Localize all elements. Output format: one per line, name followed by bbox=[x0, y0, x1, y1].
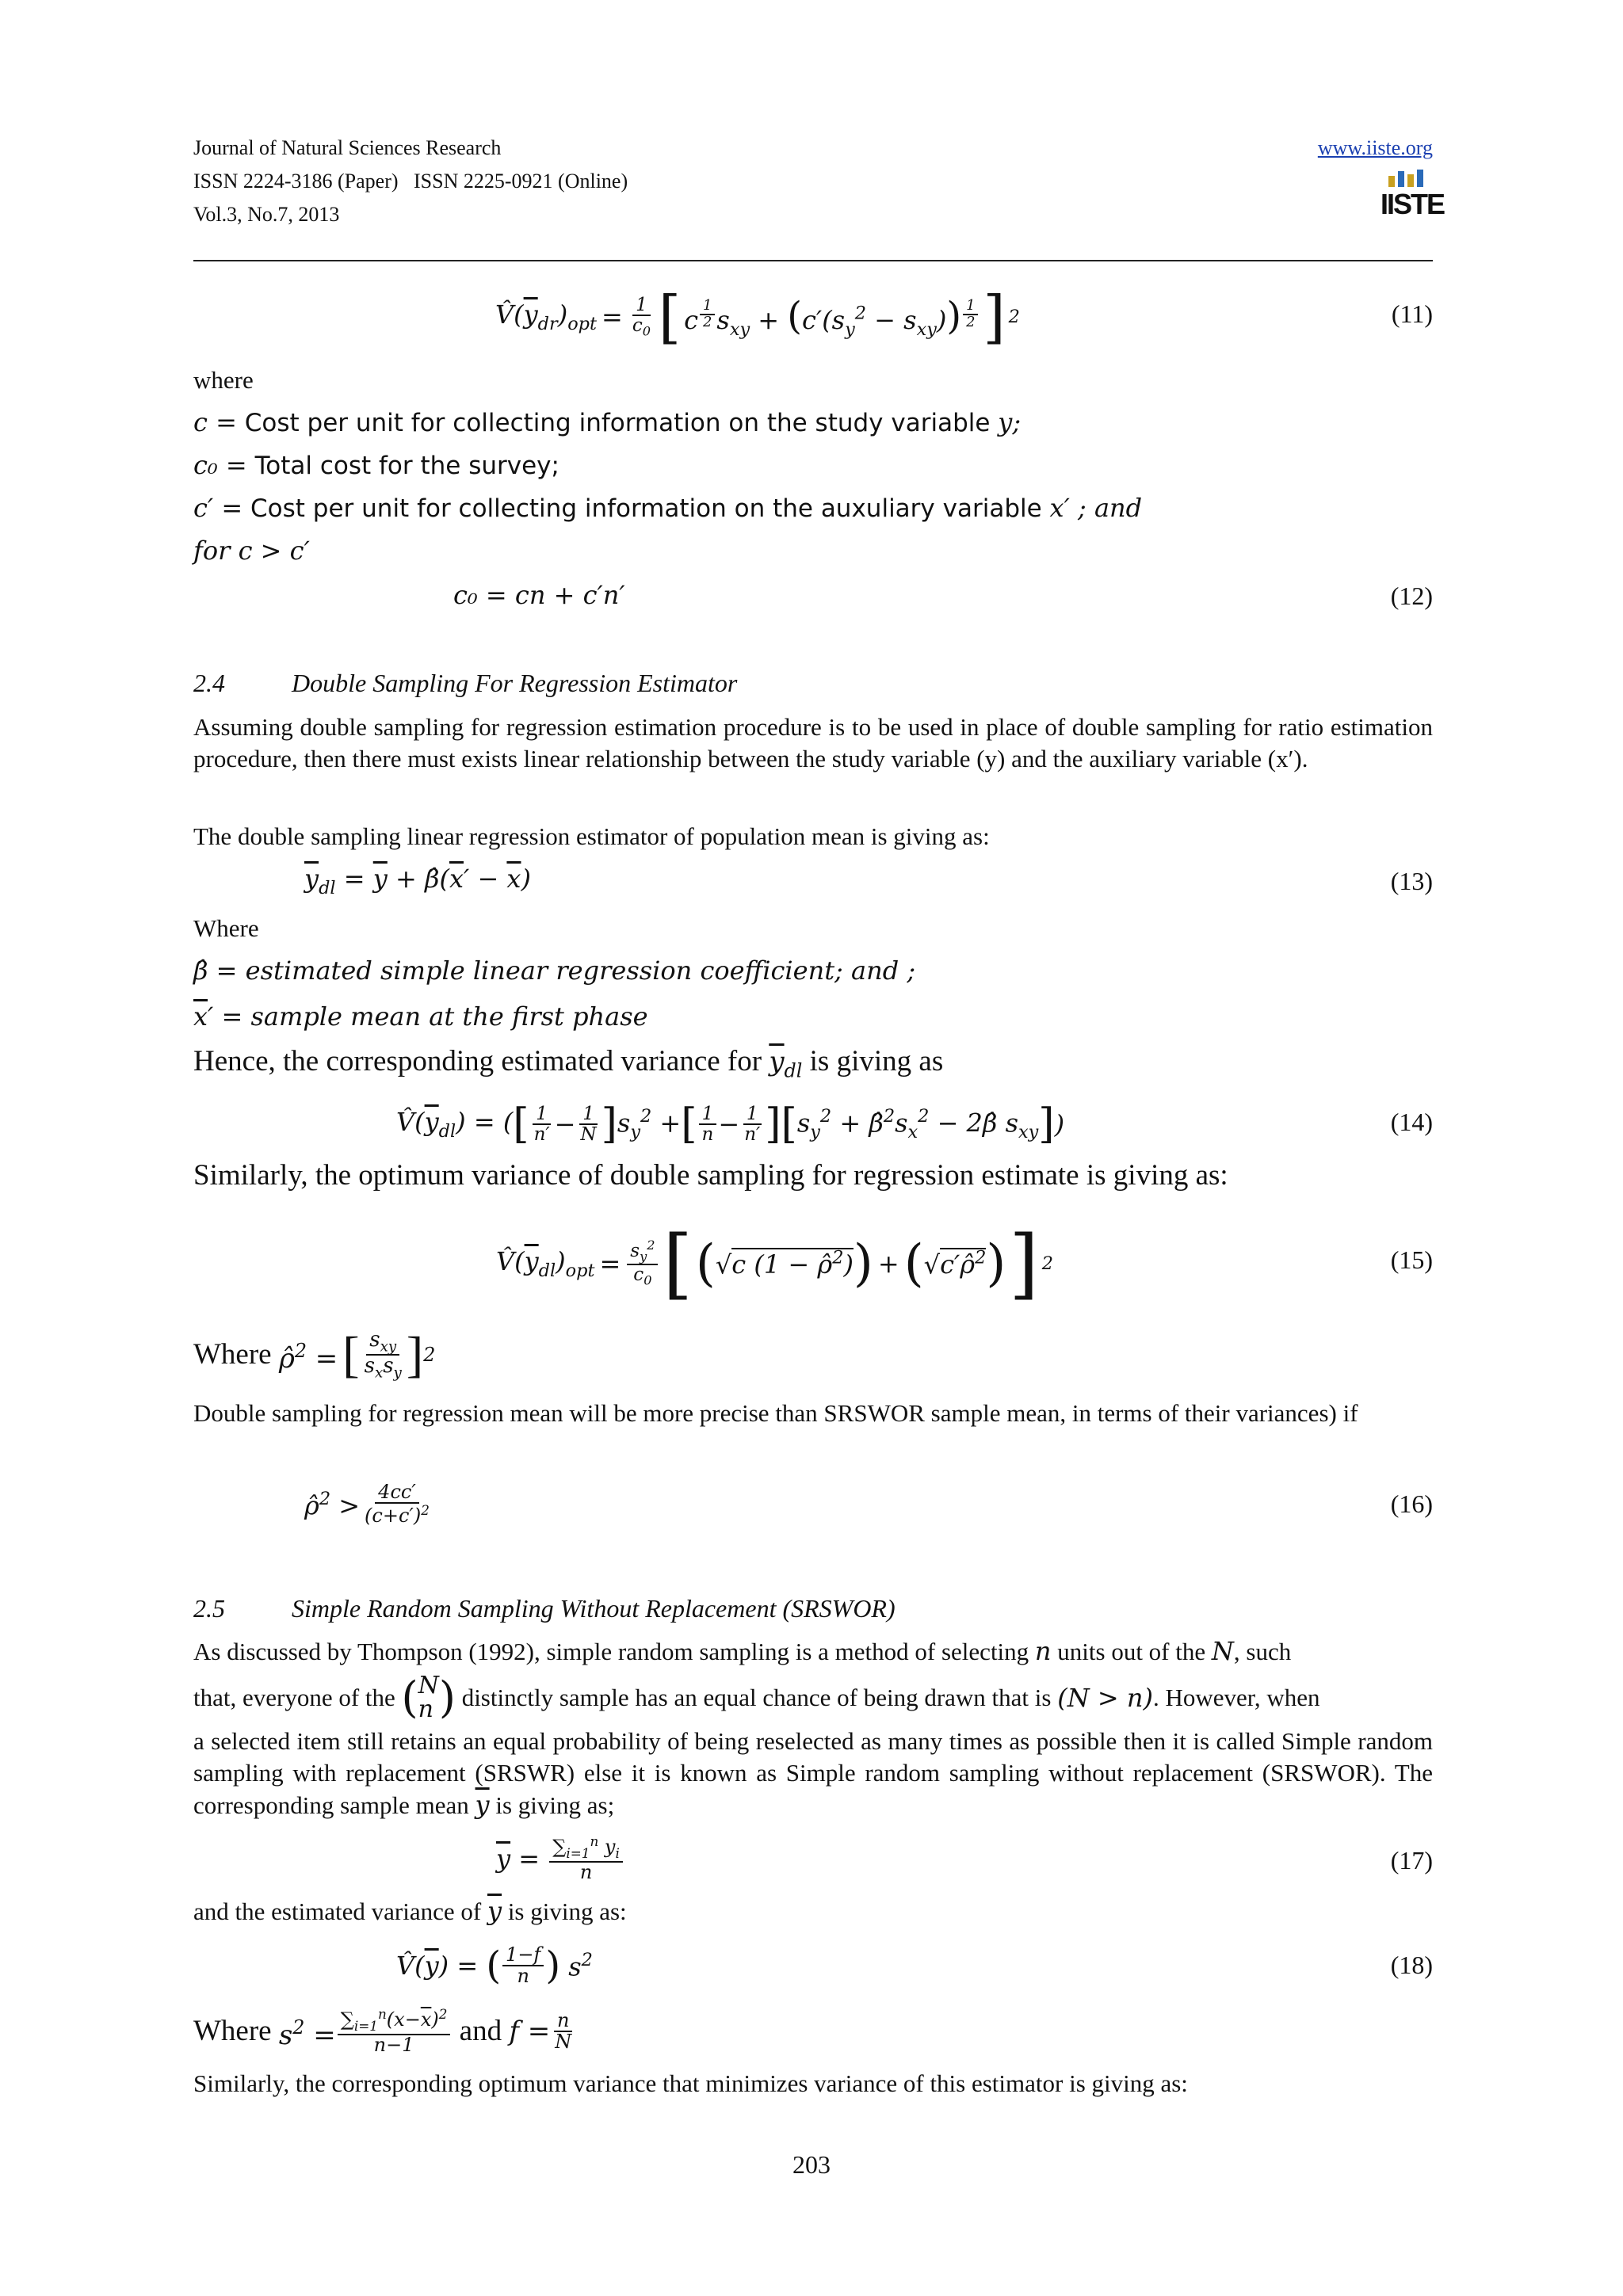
where-label-1: where bbox=[193, 366, 254, 394]
section-2-4-title: Double Sampling For Regression Estimator bbox=[292, 669, 738, 697]
logo-text: IISTE bbox=[1381, 188, 1445, 220]
issn-line: ISSN 2224-3186 (Paper) ISSN 2225-0921 (Online) bbox=[193, 170, 628, 193]
double-sampling-paragraph: Double sampling for regression mean will be more precise than SRSWOR sample mean, in terms of their variances) if bbox=[193, 1399, 1358, 1427]
equation-13: $\overline{y}_{dl} = \overline{y}$ + $\betâ(\overline{x}' - \overline{x})$ bbox=[304, 864, 531, 898]
equation-17: $\overline{y}$ = $\frac{\sum_{i=1}^n y_i}{n}$ bbox=[496, 1827, 624, 1890]
eq-number-15: (15) bbox=[1390, 1245, 1433, 1274]
section-2-4-number: 2.4 bbox=[193, 669, 225, 697]
section-2-4-paragraph: Assuming double sampling for regression estimation procedure is to be used in place of double sampling for ratio estimation procedure, then there must exists linear relationship between the study variable (y) and the auxiliary variable (x′). bbox=[193, 713, 1433, 772]
def-cost-cprime: c′ = Cost per unit for collecting information on the auxuliary variable x′ ; and bbox=[193, 493, 1143, 523]
similarly-sentence-2: Similarly, the corresponding optimum variance that minimizes variance of this estimator is giving as: bbox=[193, 2069, 1188, 2097]
section-2-5-title: Simple Random Sampling Without Replacement (SRSWOR) bbox=[292, 1594, 896, 1623]
similarly-sentence-1: Similarly, the optimum variance of double sampling for regression estimate is giving as: bbox=[193, 1159, 1228, 1192]
equation-16: ρ̂$^2$ > $\frac{4cc'}{(c+c')^2}$ bbox=[304, 1481, 430, 1527]
website-link[interactable]: www.iiste.org bbox=[1317, 136, 1433, 159]
eq-number-16: (16) bbox=[1390, 1489, 1433, 1518]
page-number: 203 bbox=[792, 2150, 831, 2179]
eq-number-17: (17) bbox=[1390, 1846, 1433, 1875]
where-rho-definition: Where ρ̂$^2$ = [ $\frac{s_{xy}}{s_xs_y}$ ] 2 bbox=[193, 1326, 436, 1383]
equation-11: $V̂(\overline{y}_{dr})_{opt}$ = $\frac{1}{c_0}$ [ c $^{\frac{1}{2}}$ $s_{xy} + (c'(s_y^2 - s_{xy}))$ $^{\frac{1}{2}}$ ] 2 bbox=[495, 284, 1020, 350]
eq-number-11: (11) bbox=[1391, 299, 1433, 328]
header-rule bbox=[193, 260, 1433, 261]
iiste-logo bbox=[1381, 170, 1445, 227]
equation-18: $V̂(\overline{y})$ = ( $\frac{1-f}{n}$ ) $s^2$ bbox=[396, 1943, 593, 1988]
journal-name: Journal of Natural Sciences Research bbox=[193, 136, 502, 159]
eq-number-13: (13) bbox=[1390, 867, 1433, 895]
def-cost-c: c = Cost per unit for collecting information on the study variable y; bbox=[193, 407, 1022, 437]
for-condition: for c > c′ bbox=[193, 536, 310, 566]
volume-line: Vol.3, No.7, 2013 bbox=[193, 203, 340, 226]
section-2-5-number: 2.5 bbox=[193, 1594, 225, 1623]
equation-15: $V̂(\overline{y}_{dl})_{opt}$ = $\frac{s_y^2}{c_0}$ [ ( √c (1 − ρ̂$^2$) ) + ( √c′ρ̂$^2$ ) ] 2 bbox=[496, 1219, 1053, 1308]
hence-sentence: Hence, the corresponding estimated variance for $\overline{y}_{dl}$ is giving as bbox=[193, 1045, 944, 1082]
eq-number-14: (14) bbox=[1390, 1108, 1433, 1136]
estimated-variance-sentence: and the estimated variance of $\overline{y}$ is giving as: bbox=[193, 1896, 627, 1926]
where-label-2: Where bbox=[193, 914, 259, 942]
equation-12: c₀ = cn + c′n′ bbox=[453, 580, 625, 610]
section-2-4-intro: The double sampling linear regression estimator of population mean is giving as: bbox=[193, 822, 990, 850]
where-s2-definition: Where $s^2$ = $\frac{\sum_{i=1}^n(x-\overline{x})^2}{n-1}$ and f = $\frac{n}{N}$ bbox=[193, 2006, 572, 2056]
eq-number-18: (18) bbox=[1390, 1951, 1433, 1979]
def-xbar-prime: $\overline{x}'$ = sample mean at the first phase bbox=[193, 1001, 648, 1032]
def-beta-hat: β̂ = estimated simple linear regression coefficient; and ; bbox=[193, 955, 916, 986]
section-2-5-line-1: As discussed by Thompson (1992), simple random sampling is a method of selecting n units out of the N, such bbox=[193, 1636, 1292, 1666]
section-2-5-paragraph: a selected item still retains an equal probability of being reselected as many times as possible then it is called Simple random sampling with replacement (SRSWR) else it is known as Simple random sampling without replacement (SRSWOR). The corresponding sample mean $\overline{y}$ is giving as; bbox=[193, 1727, 1433, 1820]
def-cost-c0: c₀ = Total cost for the survey; bbox=[193, 450, 559, 480]
section-2-5-line-2: that, everyone of the ( N n ) distinctly sample has an equal chance of being drawn that is (N > n) . However, when bbox=[193, 1672, 1320, 1723]
eq-number-12: (12) bbox=[1390, 582, 1433, 610]
equation-14: $V̂(\overline{y}_{dl})$ = ( [ $\frac{1}{n'}$ − $\frac{1}{N}$ ] $s_y^2$ + [ $\frac{1}{n}$ − $\frac{1}{n'}$ ] [ $s_y^2$ + $\betâ^2s_x^2$ − 2β̂ $s_{xy}$ ] ) bbox=[396, 1100, 1065, 1148]
